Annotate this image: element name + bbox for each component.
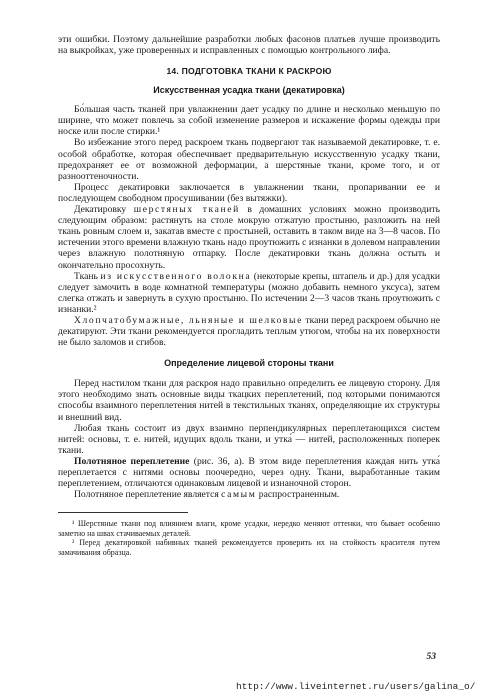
emphasis-artificial: из искусственного волокна [100, 270, 252, 282]
paragraph-plain-weave [58, 456, 440, 489]
paragraph: Процесс декатировки заключается в увлажнении ткани, пропаривании ее и последующем свободном просушивании (без вытяжки). [58, 181, 440, 204]
text-run: в домашних условиях можно производить следующим образом: растянуть на столе мокрую отжатую простыню, разложить на ней ткань ровным слоем и, закатав вместе с простыней, оставить в таком виде на 3—8 часов. По истечении этого времени влажную ткань надо проутюжить с изнанки в долевом направлении через влажную полотняную отпарку. После декатировки ткань должна остыть и окончательно просохнуть. [58, 204, 440, 271]
subsection-title-shrinkage: Искусственная усадка ткани (декатировка) [153, 85, 345, 96]
section-title: 14. ПОДГОТОВКА ТКАНИ К РАСКРОЮ [166, 66, 332, 77]
footnote-1: ¹ Шерстяные ткани под влиянием влаги, кроме усадки, нередко меняют оттенки, что бывает особенно заметно на швах стачиваемых деталей. [58, 519, 440, 538]
paragraph: Любая ткань состоит из двух взаимно перпендикулярных переплетающихся систем нитей: основы, т. е. нитей, идущих вдоль ткани, и утка́ — нитей, расположенных поперек ткани. [58, 422, 440, 456]
paragraph: Бо́льшая часть тканей при увлажнении дает усадку по длине и несколько меньшую по ширине, что может повлечь за собой изменение размеров и искажение формы одежды при носке или после стирки.¹ [58, 104, 440, 138]
text-run: распространенным. [256, 489, 340, 501]
text-run: Полотняное переплетение является [74, 489, 222, 501]
text-run: (некоторые крепы, штапель и др.) для усадки следует замочить в воде комнатной температуры (можно добавить немного уксуса), затем слегка отжать и завернуть в сухую простыню. По истечении 2—3 часов ткань проутюжить с изнанки.² [58, 270, 440, 315]
paragraph-artificial [58, 271, 440, 315]
page-number: 53 [426, 652, 436, 662]
text-run: Ткань [74, 270, 101, 282]
emphasis-most: самым [221, 489, 257, 501]
term-plain-weave: Полотняное переплетение [74, 455, 190, 467]
intro-paragraph: эти ошибки. Поэтому дальнейшие разработки любых фасонов платьев лучше производить на выкройках, уже проверенных и исправленных с помощью контрольного лифа. [58, 34, 440, 57]
footnote-2: ² Перед декатировкой набивных тканей рекомендуется проверить их на стойкость красителя путем замачивания образца. [58, 538, 440, 557]
emphasis-wool: шерстяных тканей [133, 204, 240, 216]
paragraph [58, 489, 440, 500]
footnote-divider [58, 512, 188, 513]
emphasis-cotton: Хлопчатобумажные, льняные и шелковые [74, 314, 303, 326]
text-run: (рис. 36, а). В этом виде переплетения каждая нить утка́ переплетается с нитями основы поочередно, через одну. Ткани, выработанные таким переплетением, отличаются одинаковым лицевой и изнаночной сторон. [58, 455, 440, 490]
text-run: ткани перед раскроем обычно не декатируют. Эти ткани рекомендуется прогладить теплым утюгом, чтобы на их поверхности не было заломов и сгибов. [58, 314, 440, 349]
subsection-title-face: Определение лицевой стороны ткани [164, 358, 334, 369]
paragraph: Во избежание этого перед раскроем ткань подвергают так называемой декатировке, т. е. особой обработке, которая обеспечивает предварительную искусственную усадку ткани, предохраняет ее от возможной деформации, а шерстяные ткани, кроме того, и от разнооттеночности. [58, 137, 440, 182]
paragraph-wool [58, 204, 440, 271]
paragraph-cotton [58, 315, 440, 348]
paragraph: Перед настилом ткани для раскроя надо правильно определить ее лицевую сторону. Для этого необходимо знать основные виды ткацких переплетений, под которыми понимаются способы взаимного переплетения нитей в текстильных тканях, определяющие их структуры и внешний вид. [58, 378, 440, 423]
text-run: Декатировку [74, 204, 134, 216]
watermark-url: http://www.liveinternet.ru/users/galina_o/ [236, 681, 476, 692]
